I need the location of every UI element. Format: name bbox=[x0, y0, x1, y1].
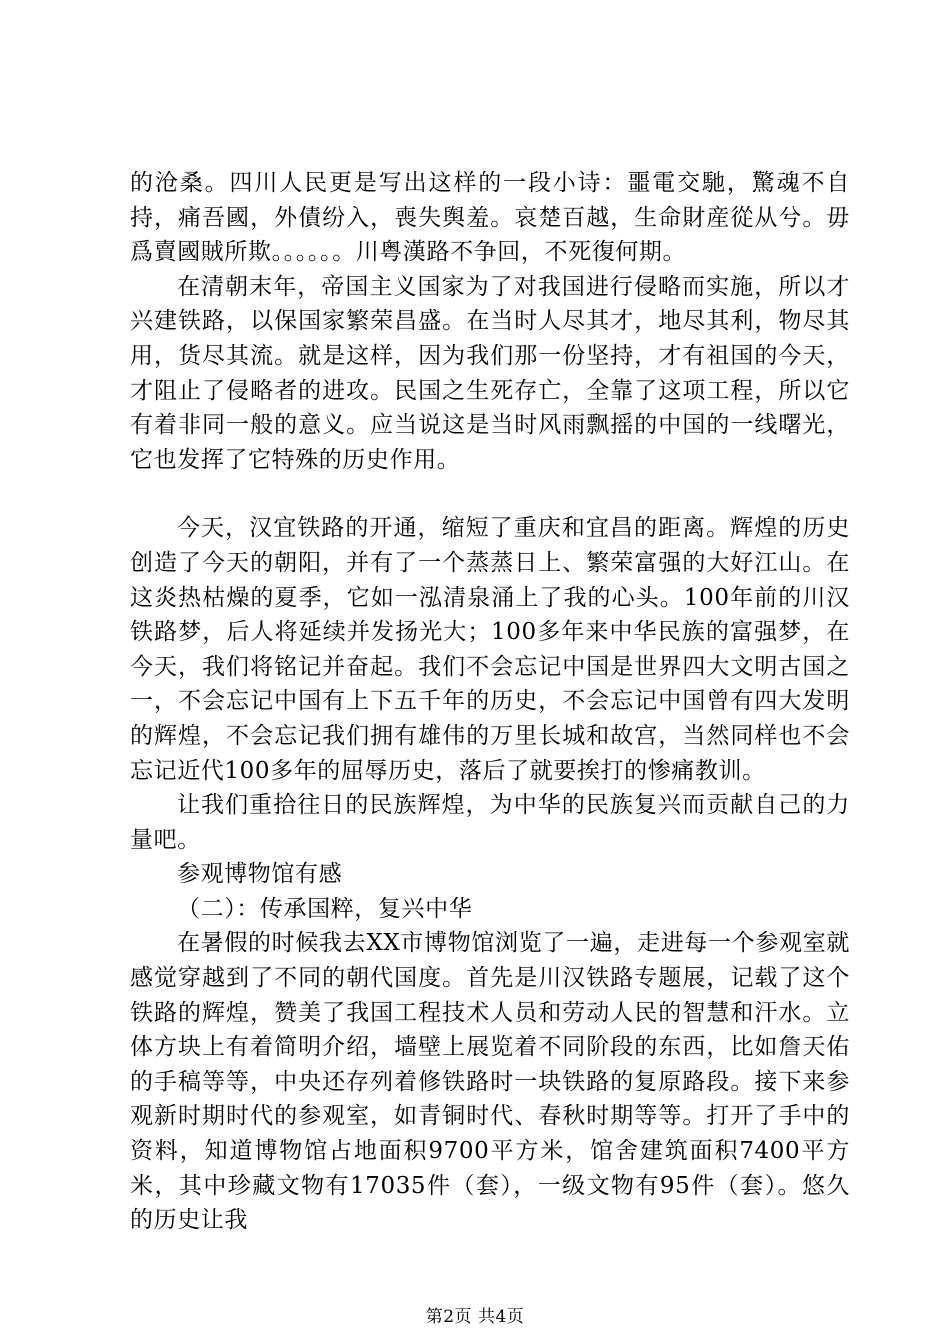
paragraph-qing-dynasty: 在清朝末年，帝国主义国家为了对我国进行侵略而实施，所以才兴建铁路，以保国家繁荣昌盛。在当时人尽其才，地尽其利，物尽其用，货尽其流。就是这样，因为我们那一份坚持，才有祖国的今天，才阻止了侵略者的进攻。民国之生死存亡，全靠了这项工程，所以它有着非同一般的意义。应当说这是当时风雨飘摇的中国的一线曙光，它也发挥了它特殊的历史作用。 bbox=[130, 273, 850, 473]
paragraph-poem: 的沧桑。四川人民更是写出这样的一段小诗：噩電交馳，驚魂不自持，痛吾國，外債纷入，喪失舆羞。哀楚百越，生命財産從从兮。毋爲賣國賊所欺。。。。。。川粤漢路不争回，不死復何期。 bbox=[130, 170, 850, 266]
page-footer: 第2页 共4页 bbox=[425, 1307, 525, 1327]
paragraph-gap bbox=[130, 477, 850, 511]
document-body bbox=[130, 166, 850, 1238]
paragraph-revival: 让我们重拾往日的民族辉煌，为中华的民族复兴而贡献自己的力量吧。 bbox=[130, 792, 850, 853]
section-heading: 参观博物馆有感 bbox=[177, 861, 343, 888]
paragraph-museum-visit: 在暑假的时候我去XX市博物馆浏览了一遍，走进每一个参观室就感觉穿越到了不同的朝代国度。首先是川汉铁路专题展，记载了这个铁路的辉煌，赞美了我国工程技术人员和劳动人民的智慧和汗水。立体方块上有着简明介绍，墙壁上展览着不同阶段的东西，比如詹天佑的手稿等等，中央还存列着修铁路时一块铁路的复原路段。接下来参观新时期时代的参观室，如青铜时代、春秋时期等等。打开了手中的资料，知道博物馆占地面积9700平方米，馆舍建筑面积7400平方米，其中珍藏文物有17035件（套），一级文物有95件（套）。悠久的历史让我 bbox=[130, 930, 850, 1234]
section-subheading: （二）：传承国粹，复兴中华 bbox=[177, 895, 473, 922]
paragraph-today: 今天，汉宜铁路的开通，缩短了重庆和宜昌的距离。辉煌的历史创造了今天的朝阳，并有了一个蒸蒸日上、繁荣富强的大好江山。在这炎热枯燥的夏季，它如一泓清泉涌上了我的心头。100年前的川汉铁路梦，后人将延续并发扬光大；100多年来中华民族的富强梦，在今天，我们将铭记并奋起。我们不会忘记中国是世界四大文明古国之一，不会忘记中国有上下五千年的历史，不会忘记中国曾有四大发明的辉煌，不会忘记我们拥有雄伟的万里长城和故宫，当然同样也不会忘记近代100多年的屈辱历史，落后了就要挨打的惨痛教训。 bbox=[130, 515, 850, 784]
